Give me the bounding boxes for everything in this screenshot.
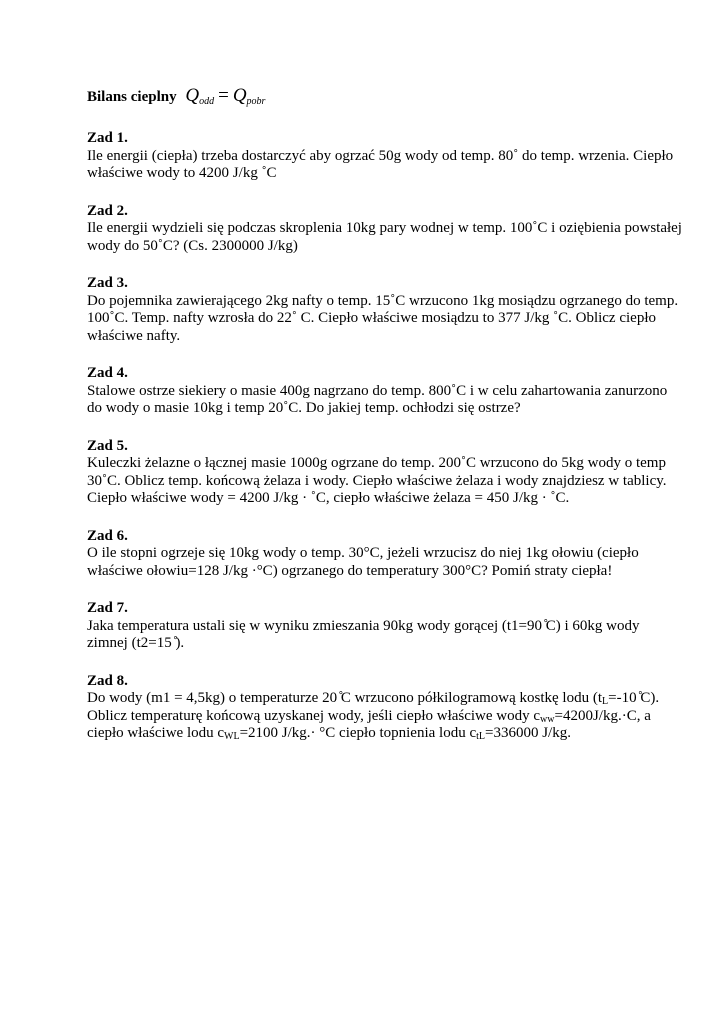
task-text-line: zimnej (t2=15 ̊).: [87, 635, 185, 651]
task-text-line: [87, 725, 677, 743]
task-text-line: Kuleczki żelazne o łącznej masie 1000g ogrzane do temp. 200˚C wrzucono do 5kg wody o temp: [87, 455, 666, 471]
task-text-fragment: ciepło właściwe lodu c: [87, 725, 225, 741]
task-text-fragment: Do wody (m1 = 4,5kg) o temperaturze 20 ̊C wrzucono półkilogramową kostkę lodu (t: [87, 690, 603, 706]
task-text-line: właściwe wody to 4200 J/kg ˚C: [87, 165, 277, 181]
formula-lhs: Q: [185, 85, 200, 106]
task-1: [87, 130, 677, 183]
task-text-line: 30˚C. Oblicz temp. końcową żelaza i wody. Ciepło właściwe żelaza i wody znajdziesz w tablicy.: [87, 472, 667, 489]
task-heading: Zad 8.: [87, 672, 128, 689]
subscript: L: [602, 696, 609, 707]
subscript: WL: [224, 731, 240, 742]
task-list: [87, 130, 682, 763]
task-heading: Zad 6.: [87, 527, 128, 544]
task-2: [87, 202, 682, 256]
task-heading: Zad 2.: [87, 202, 128, 219]
task-text-fragment: =2100 J/kg.· °C ciepło topnienia lodu c: [239, 725, 477, 741]
task-heading: Zad 1.: [87, 130, 128, 146]
formula-equals: =: [218, 85, 229, 106]
task-heading: Zad 3.: [87, 275, 128, 291]
task-6: [87, 528, 677, 581]
subscript: ww: [540, 713, 555, 725]
formula-rhs-subscript: pobr: [246, 96, 266, 107]
task-7: [87, 600, 677, 653]
task-heading: Zad 5.: [87, 437, 128, 454]
subscript: tL: [476, 731, 485, 742]
document-title: [87, 86, 265, 112]
task-text-line: Ile energii wydzieli się podczas skroplenia 10kg pary wodnej w temp. 100˚C i oziębienia powstałej: [87, 220, 682, 236]
task-text-line: Stalowe ostrze siekiery o masie 400g nagrzano do temp. 800˚C i w celu zahartowania zanurzono: [87, 382, 668, 399]
task-text-fragment: =4200J/kg.·C, a: [554, 707, 651, 724]
formula-lhs-subscript: odd: [199, 96, 215, 107]
formula-rhs: Q: [232, 85, 247, 106]
task-text-line: Do pojemnika zawierającego 2kg nafty o temp. 15˚C wrzucono 1kg mosiądzu ogrzanego do temp.: [87, 292, 679, 309]
heat-balance-formula: [185, 85, 265, 106]
task-text-line: Ciepło właściwe wody = 4200 J/kg · ˚C, ciepło właściwe żelaza = 450 J/kg · ˚C.: [87, 490, 570, 506]
task-heading: Zad 4.: [87, 365, 128, 381]
task-text-line: O ile stopni ogrzeje się 10kg wody o temp. 30°C, jeżeli wrzucisz do niej 1kg ołowiu (ciepło: [87, 545, 639, 561]
task-text-line: właściwe ołowiu=128 J/kg ·°C) ogrzanego do temperatury 300°C? Pomiń straty ciepła!: [87, 562, 613, 579]
task-text-line: Jaka temperatura ustali się w wyniku zmieszania 90kg wody gorącej (t1=90 ̊C) i 60kg wody: [87, 617, 640, 634]
task-text-line: [87, 708, 677, 726]
task-5: [87, 438, 677, 508]
task-4: [87, 365, 677, 418]
task-text-fragment: =336000 J/kg.: [485, 725, 571, 741]
task-text-line: 100˚C. Temp. nafty wzrosła do 22˚ C. Ciepło właściwe mosiądzu to 377 J/kg ˚C. Oblicz ciepło: [87, 310, 656, 326]
task-text-fragment: =-10 ̊C).: [608, 690, 660, 706]
task-text-line: wody do 50˚C? (Cs. 2300000 J/kg): [87, 237, 298, 254]
task-text-line: Ile energii (ciepła) trzeba dostarczyć aby ogrzać 50g wody od temp. 80˚ do temp. wrzenia. Ciepło: [87, 147, 674, 164]
task-3: [87, 275, 677, 345]
title-text: Bilans cieplny: [87, 89, 177, 105]
task-text-line: właściwe nafty.: [87, 327, 181, 344]
task-text-fragment: Oblicz temperaturę końcową uzyskanej wody, jeśli ciepło właściwe wody c: [87, 707, 541, 724]
task-8: [87, 673, 677, 743]
task-heading: Zad 7.: [87, 600, 128, 616]
task-text-line: do wody o masie 10kg i temp 20˚C. Do jakiej temp. ochłodzi się ostrze?: [87, 400, 521, 416]
task-text-line: [87, 690, 677, 708]
